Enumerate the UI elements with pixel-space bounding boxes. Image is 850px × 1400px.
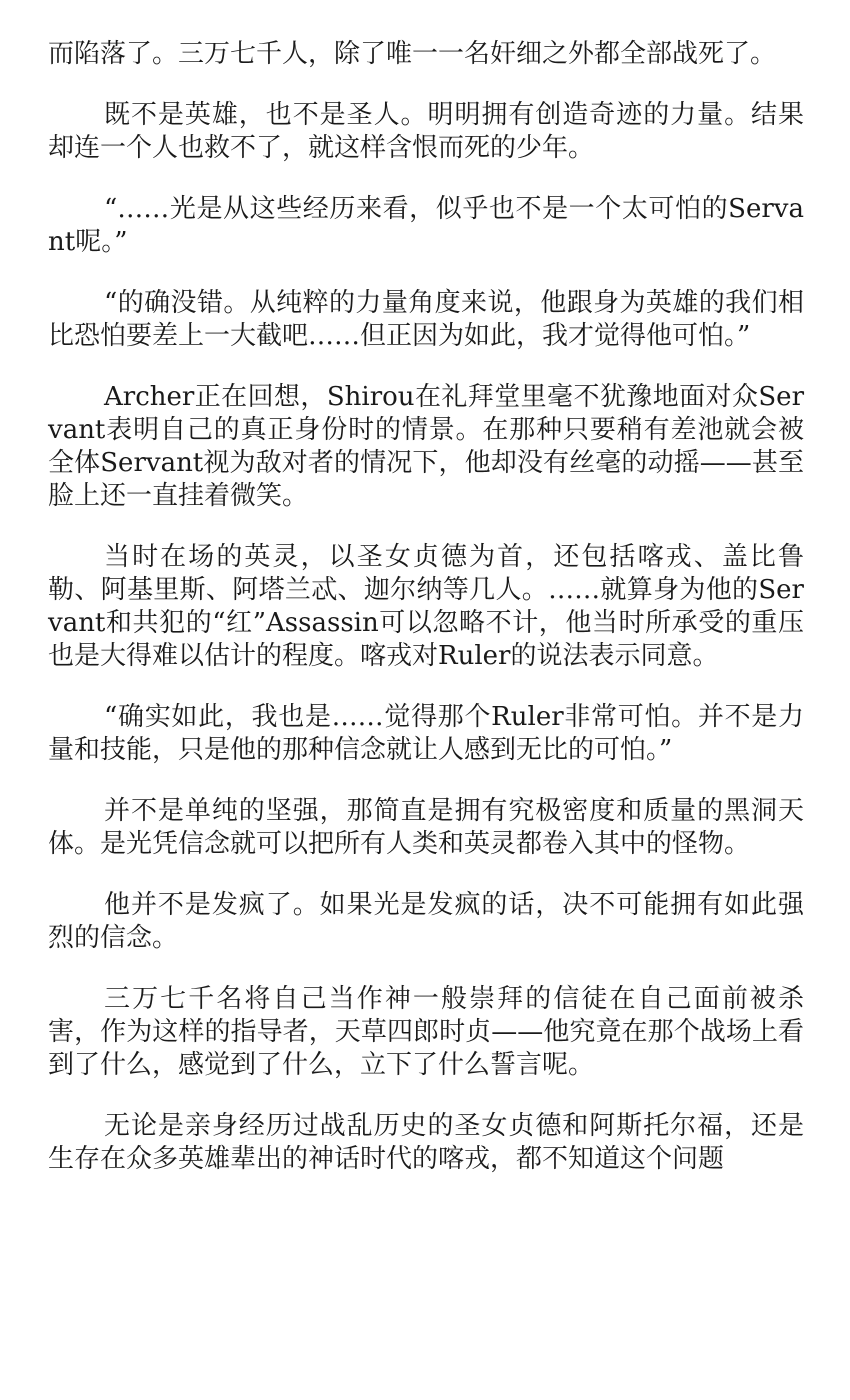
paragraph: “……光是从这些经历来看，似乎也不是一个太可怕的Servant呢。” [48, 194, 804, 257]
paragraph: 三万七千名将自己当作神一般崇拜的信徒在自己面前被杀害，作为这样的指导者，天草四郎时贞——他究竟在那个战场上看到了什么，感觉到了什么，立下了什么誓言呢。 [48, 984, 804, 1080]
paragraph: 当时在场的英灵，以圣女贞德为首，还包括喀戎、盖比鲁勒、阿基里斯、阿塔兰忒、迦尔纳等几人。……就算身为他的Servant和共犯的“红”Assassin可以忽略不计，他当时所承受的重压也是大得难以估计的程度。喀戎对Ruler的说法表示同意。 [48, 542, 804, 671]
paragraph: 他并不是发疯了。如果光是发疯的话，决不可能拥有如此强烈的信念。 [48, 890, 804, 953]
paragraph: Archer正在回想，Shirou在礼拜堂里毫不犹豫地面对众Servant表明自己的真正身份时的情景。在那种只要稍有差池就会被全体Servant视为敌对者的情况下，他却没有丝毫的动摇——甚至脸上还一直挂着微笑。 [48, 382, 804, 511]
paragraph: “的确没错。从纯粹的力量角度来说，他跟身为英雄的我们相比恐怕要差上一大截吧……但正因为如此，我才觉得他可怕。” [48, 288, 804, 351]
paragraph: 无论是亲身经历过战乱历史的圣女贞德和阿斯托尔福，还是生存在众多英雄辈出的神话时代的喀戎，都不知道这个问题 [48, 1111, 804, 1174]
paragraph: 并不是单纯的坚强，那简直是拥有究极密度和质量的黑洞天体。是光凭信念就可以把所有人类和英灵都卷入其中的怪物。 [48, 796, 804, 859]
paragraph: 既不是英雄，也不是圣人。明明拥有创造奇迹的力量。结果却连一个人也救不了，就这样含恨而死的少年。 [48, 100, 804, 163]
paragraph: “确实如此，我也是……觉得那个Ruler非常可怕。并不是力量和技能，只是他的那种信念就让人感到无比的可怕。” [48, 702, 804, 765]
paragraph: 而陷落了。三万七千人，除了唯一一名奸细之外都全部战死了。 [48, 39, 777, 69]
document-page [48, 38, 804, 1204]
